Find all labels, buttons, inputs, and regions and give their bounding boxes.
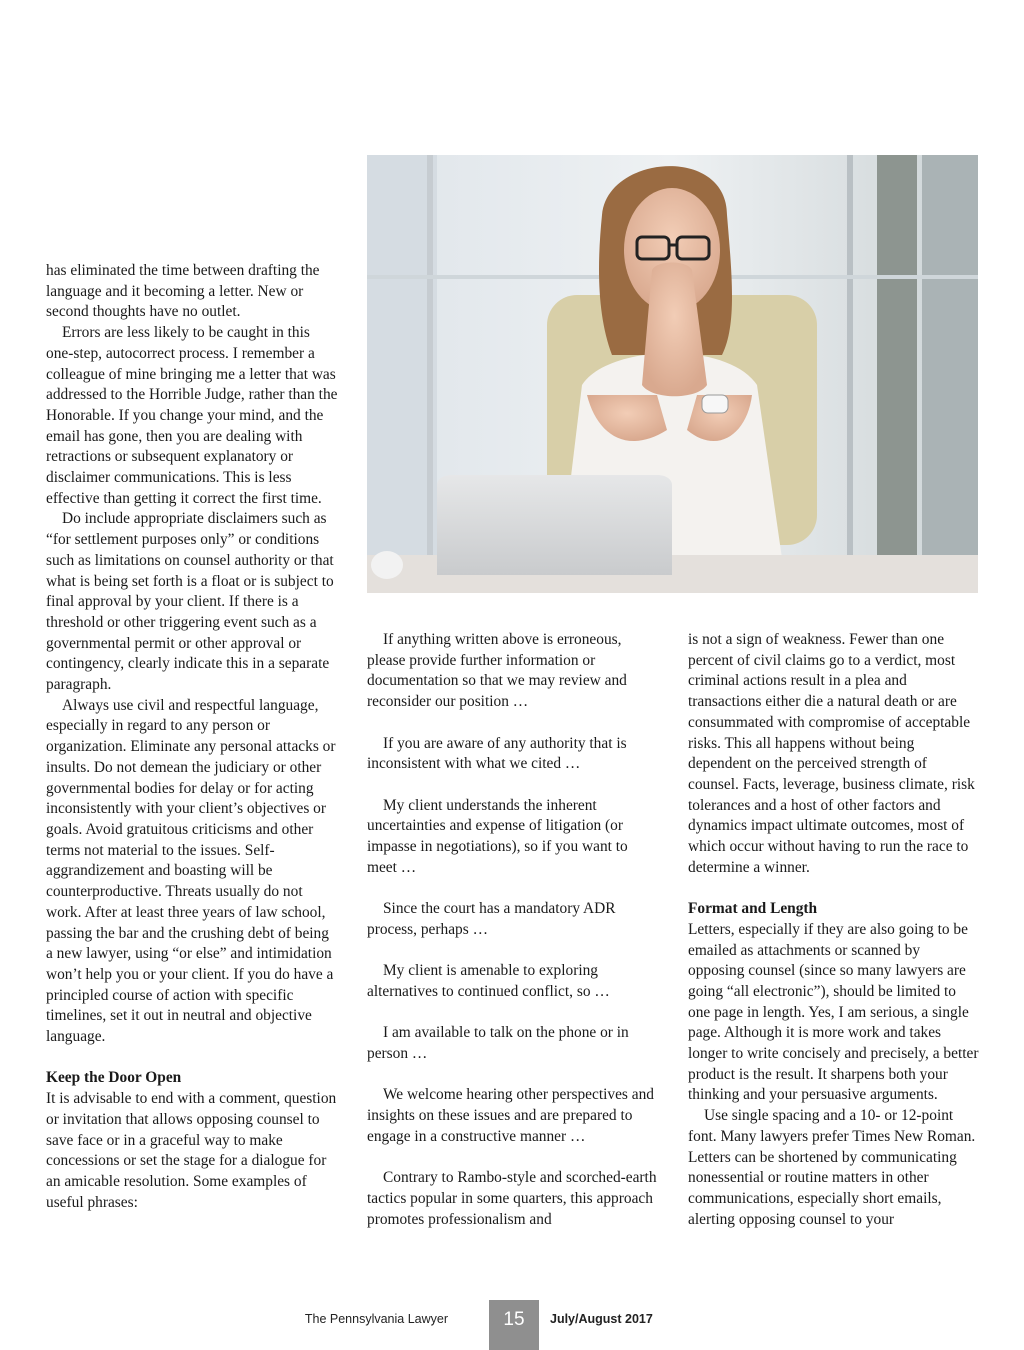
article-column-3 [688,630,980,1230]
paragraph: Use single spacing and a 10- or 12-point font. Many lawyers prefer Times New Roman. Letters can be shortened by communicating nonessential or routine matters in other communications, especially short emails, alerting opposing counsel to your [688,1107,976,1228]
example-phrase: I am available to talk on the phone or in person … [367,1024,629,1062]
paragraph: Letters, especially if they are also going to be emailed as attachments or scanned by opposing counsel (since so many lawyers are going “all electronic”), should be limited to one page in length. Yes, I am serious, a single page. Although it is more work and takes longer to write concisely and precisely, a better product is the result. It sharpens both your thinking and your persuasive arguments. [688,920,979,1104]
paragraph: It is advisable to end with a comment, question or invitation that allows opposing counsel to save face or in a graceful way to make concessions or set the stage for a dialogue for an amicable resolution. Some examples of useful phrases: [46,1090,337,1211]
paragraph: has eliminated the time between drafting the language and it becoming a letter. New or second thoughts have no outlet. [46,262,320,321]
example-phrase: Contrary to Rambo-style and scorched-earth tactics popular in some quarters, this approach promotes professionalism and [367,1169,657,1228]
example-phrase: My client understands the inherent uncertainties and expense of litigation (or impasse in negotiations), so if you want to meet … [367,796,628,876]
paragraph: Always use civil and respectful language, especially in regard to any person or organization. Eliminate any personal attacks or insults. Do not demean the judiciary or other governmental bodies for delay or for acting inconsistently with your client’s objectives or goals. Avoid gratuitous criticisms and other terms not material to the issues. Self-aggrandizement and boasting will be counterproductive. Threats usually do not work. After at least three years of law school, passing the bar and the crushing debt of being a new lawyer, using “or else” and intimidation won’t help you or your client. If you do have a principled course of action with specific timelines, set it out in neutral and objective language. [46,696,336,1046]
article-photo [367,155,978,593]
page-footer [0,1300,1024,1350]
article-column-2 [367,630,659,1230]
section-heading-keep-door-open: Keep the Door Open [46,1069,182,1087]
example-phrase: Since the court has a mandatory ADR process, perhaps … [367,900,616,938]
paragraph: Errors are less likely to be caught in this one-step, autocorrect process. I remember a colleague of mine bringing me a letter that was addressed to the Horrible Judge, rather than the Honorable. If you change your mind, and the email has gone, then you are dealing with retractions or subsequent explanatory or disclaimer communications. This is less effective than getting it correct the first time. [46,324,338,507]
issue-date: July/August 2017 [550,1312,653,1326]
publication-name: The Pennsylvania Lawyer [304,1312,448,1326]
page-number: 15 [489,1300,539,1350]
section-heading-format-length: Format and Length [688,900,818,918]
example-phrase: If you are aware of any authority that is inconsistent with what we cited … [367,734,627,773]
paragraph: Do include appropriate disclaimers such as “for settlement purposes only” or conditions such as limitations on counsel authority or that what is being set forth is a float or is subject to final approval by your client. If there is a threshold or other triggering event such as a governmental permit or other approval or contingency, clearly indicate this in a separate paragraph. [46,510,334,694]
photo-icon [367,155,978,593]
article-column-1 [46,261,338,1213]
example-phrase: My client is amenable to exploring alternatives to continued conflict, so … [367,962,610,1000]
example-phrase: We welcome hearing other perspectives and insights on these issues and are prepared to engage in a constructive manner … [367,1086,654,1145]
example-phrase: If anything written above is erroneous, please provide further information or documentation so that we may review and reconsider our position … [367,631,627,711]
paragraph: is not a sign of weakness. Fewer than one percent of civil claims go to a verdict, most criminal actions result in a plea and transactions either die a natural death or are consummated with compromise of acceptable risks. This all happens without being dependent on the perceived strength of counsel. Facts, leverage, business climate, risk tolerances and a host of other factors and dynamics impact ultimate outcomes, most of which occur without having to run the race to determine a winner. [688,631,975,876]
